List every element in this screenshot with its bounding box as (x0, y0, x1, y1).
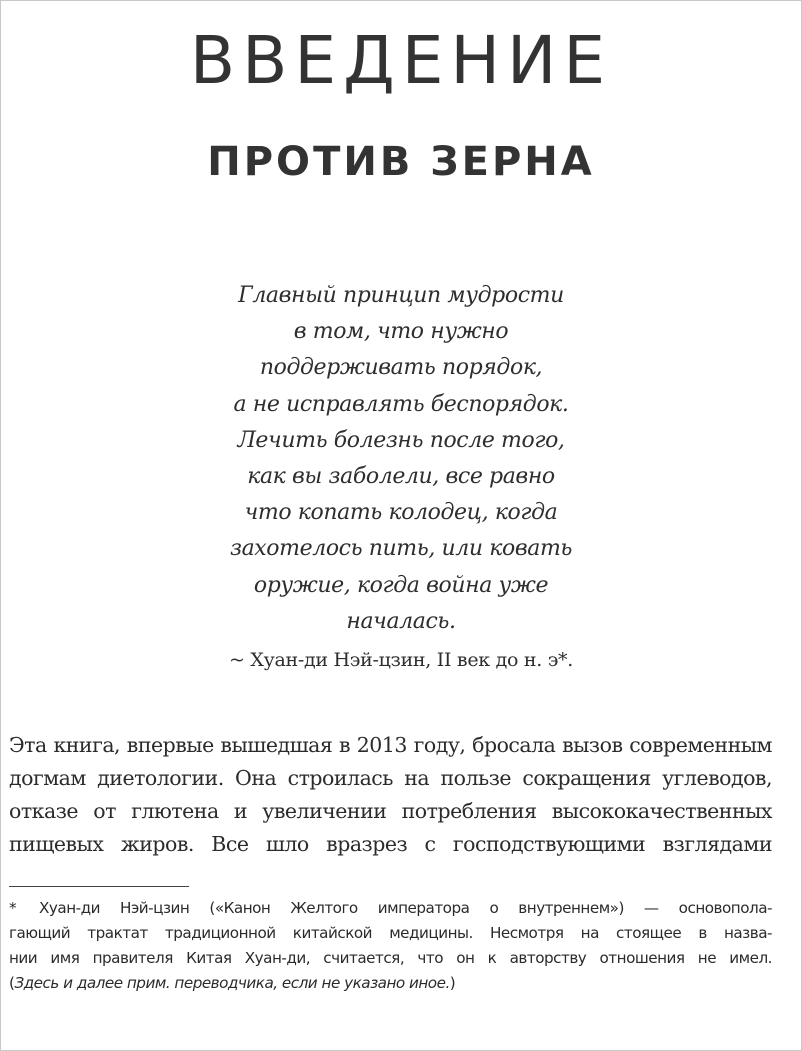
footnote-paren-close: ) (449, 974, 456, 992)
body-line: догмам диетологии. Она строилась на пользе сокращения углеводов, (9, 766, 772, 790)
body-line: пищевых жиров. Все шло вразрез с господствующими взглядами (9, 832, 772, 856)
chapter-subtitle: ПРОТИВ ЗЕРНА (207, 139, 595, 185)
body-line: отказе от глютена и увеличении потребления высококачественных (9, 799, 772, 823)
footnote-paren-open: ( (9, 974, 15, 992)
chapter-title: ВВЕДЕНИЕ (189, 22, 613, 99)
epigraph-line: поддерживать порядок, (259, 355, 543, 381)
footnote-text: Хуан-ди Нэй-цзин («Канон Желтого императора о внутреннем») — основопола- (39, 899, 772, 917)
epigraph-line: Главный принцип мудрости (238, 283, 564, 308)
footnote-line (9, 971, 772, 996)
footnote-line: нии имя правителя Китая Хуан-ди, считается, что он к авторству отношения не имел. (9, 949, 772, 967)
footnote-marker: * (9, 899, 17, 917)
epigraph-line: захотелось пить, или ковать (229, 536, 573, 562)
footnote-line: гающий трактат традиционной китайской медицины. Несмотря на стоящее в назва- (9, 924, 772, 942)
footnote-translator-note: Здесь и далее прим. переводчика, если не указано иное. (14, 974, 450, 992)
body-line: Эта книга, впервые вышедшая в 2013 году, бросала вызов современным (9, 733, 772, 757)
epigraph-line: как вы заболели, все равно (247, 464, 555, 490)
epigraph (1, 278, 801, 640)
epigraph-attribution: ~ Хуан-ди Нэй-цзин, II век до н. э*. (229, 649, 573, 671)
body-paragraph (9, 729, 772, 861)
epigraph-line: Лечить болезнь после того, (237, 427, 565, 453)
footnote-divider (9, 886, 189, 887)
footnote-line (9, 896, 772, 921)
epigraph-line: оружие, когда война уже (253, 572, 549, 598)
epigraph-line: началась. (346, 608, 456, 634)
epigraph-line: в том, что нужно (293, 319, 509, 345)
epigraph-line: а не исправлять беспорядок. (233, 391, 569, 417)
footnote (9, 896, 772, 996)
epigraph-line: что копать колодец, когда (244, 500, 558, 526)
